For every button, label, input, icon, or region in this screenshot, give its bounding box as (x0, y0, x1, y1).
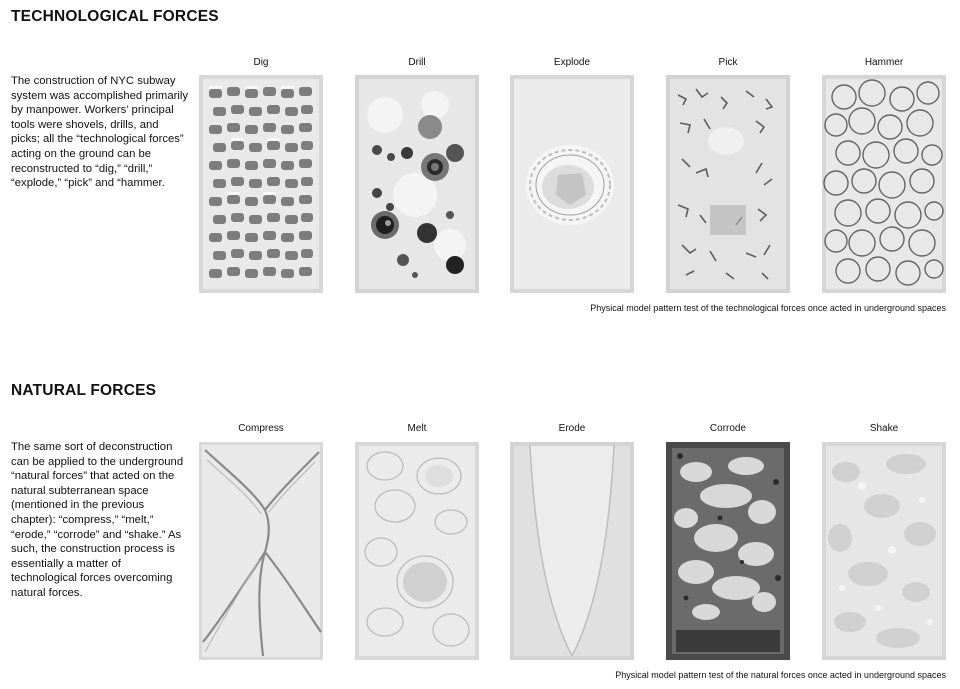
technological-forces-caption: Physical model pattern test of the technological forces once acted in underground spaces (590, 303, 946, 313)
pick-model-photo (666, 75, 790, 293)
label-erode: Erode (558, 423, 586, 434)
label-shake: Shake (869, 423, 899, 434)
technological-forces-text: The construction of NYC subway system was accomplished primarily by manpower. Workers’ principal tools were shovels, drills, and picks; all the “technological forces” acting on the ground can be reconstructed to “dig,” “drill,” “explode,” “pick” and “hammer. (11, 75, 189, 190)
natural-forces-heading: NATURAL FORCES (11, 382, 157, 399)
explode-model-photo (510, 75, 634, 293)
technological-forces-heading: TECHNOLOGICAL FORCES (11, 8, 219, 25)
label-explode: Explode (553, 57, 591, 68)
corrode-model-photo (666, 442, 790, 660)
shake-model-photo (822, 442, 946, 660)
drill-model-photo (355, 75, 479, 293)
label-compress: Compress (238, 423, 284, 434)
compress-model-photo (199, 442, 323, 660)
erode-model-photo (510, 442, 634, 660)
label-dig: Dig (253, 57, 269, 68)
label-melt: Melt (407, 423, 427, 434)
hammer-model-photo (822, 75, 946, 293)
label-drill: Drill (408, 57, 426, 68)
label-hammer: Hammer (864, 57, 904, 68)
melt-model-photo (355, 442, 479, 660)
natural-forces-text: The same sort of deconstruction can be applied to the underground “natural forces” that acted on the natural subterranean space (mentioned in the previous chapter): “compress,” “melt,” “erode,” “corrode” and “shake.” As such, the construction process is essentially a matter of technological forces overcoming natural forces. (11, 441, 184, 599)
label-pick: Pick (718, 57, 738, 68)
label-corrode: Corrode (709, 423, 747, 434)
natural-forces-caption: Physical model pattern test of the natural forces once acted in underground spaces (615, 670, 946, 680)
dig-model-photo (199, 75, 323, 293)
